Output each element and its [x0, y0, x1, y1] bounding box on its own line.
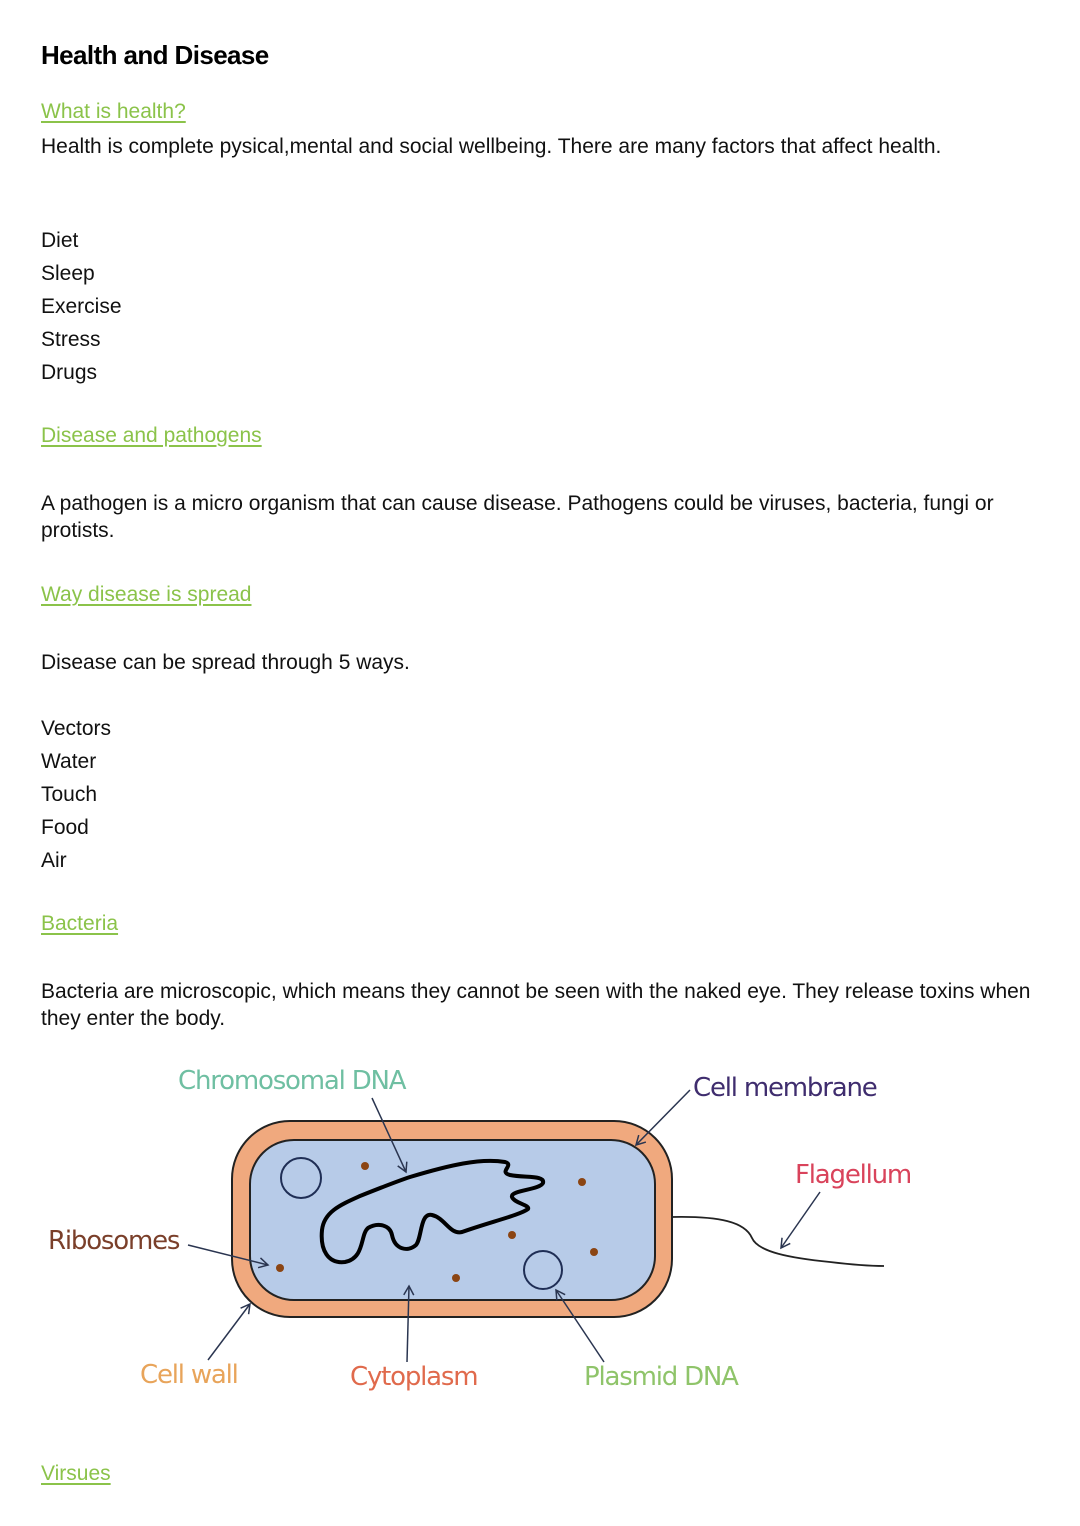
ribosome-dot: [276, 1264, 284, 1272]
list-item: Stress: [41, 328, 101, 351]
heading-disease-and-pathogens[interactable]: Disease and pathogens: [41, 424, 262, 447]
list-item: Food: [41, 816, 89, 839]
bacteria-text: Bacteria are microscopic, which means they cannot be seen with the naked eye. They release toxins when they enter the body.: [41, 980, 1031, 1030]
plasmid-dna-shape: [524, 1251, 562, 1289]
list-item: Water: [41, 750, 97, 773]
label-cell-wall: Cell wall: [140, 1360, 238, 1390]
chromosomal-dna-shape: [322, 1161, 543, 1262]
pathogens-text: A pathogen is a micro organism that can cause disease. Pathogens could be viruses, bacteria, fungi or protists.: [41, 492, 994, 542]
flagellum-arrow: [781, 1192, 820, 1248]
plasmid-dna-arrow: [556, 1290, 604, 1362]
health-intro-text: Health is complete pysical,mental and social wellbeing. There are many factors that affect health.: [41, 135, 942, 158]
spread-text: Disease can be spread through 5 ways.: [41, 651, 410, 674]
heading-viruses[interactable]: Virsues: [41, 1462, 111, 1485]
list-item: Vectors: [41, 717, 112, 740]
cytoplasm-shape: [250, 1140, 655, 1300]
flagellum-shape: [672, 1217, 884, 1266]
heading-way-disease-is-spread[interactable]: Way disease is spread: [41, 583, 252, 606]
cytoplasm-arrow: [407, 1286, 409, 1362]
spread-ways-list: [41, 712, 111, 877]
heading-bacteria[interactable]: Bacteria: [41, 912, 119, 935]
ribosome-dot: [361, 1162, 369, 1170]
label-plasmid-dna: Plasmid DNA: [584, 1362, 738, 1392]
ribosome-dot: [508, 1231, 516, 1239]
label-flagellum: Flagellum: [795, 1160, 912, 1190]
list-item: Air: [41, 849, 67, 872]
label-chromosomal-dna: Chromosomal DNA: [178, 1066, 406, 1096]
label-cytoplasm: Cytoplasm: [350, 1362, 478, 1392]
label-ribosomes: Ribosomes: [48, 1226, 180, 1256]
chromosomal-dna-arrow: [372, 1098, 406, 1172]
list-item: Sleep: [41, 262, 95, 285]
label-cell-membrane: Cell membrane: [693, 1073, 877, 1103]
ribosome-dot: [452, 1274, 460, 1282]
heading-what-is-health[interactable]: What is health?: [41, 100, 186, 123]
health-factors-list: [41, 224, 122, 389]
list-item: Diet: [41, 229, 79, 252]
list-item: Touch: [41, 783, 98, 806]
plasmid-shape: [281, 1158, 321, 1198]
page-title: Health and Disease: [41, 40, 269, 70]
cell-wall-arrow: [208, 1304, 250, 1360]
cell-wall-shape: [232, 1121, 672, 1317]
ribosome-dot: [578, 1178, 586, 1186]
ribosomes-arrow: [188, 1245, 268, 1265]
list-item: Drugs: [41, 361, 98, 384]
cell-membrane-arrow: [636, 1090, 690, 1145]
list-item: Exercise: [41, 295, 122, 318]
ribosome-dot: [590, 1248, 598, 1256]
